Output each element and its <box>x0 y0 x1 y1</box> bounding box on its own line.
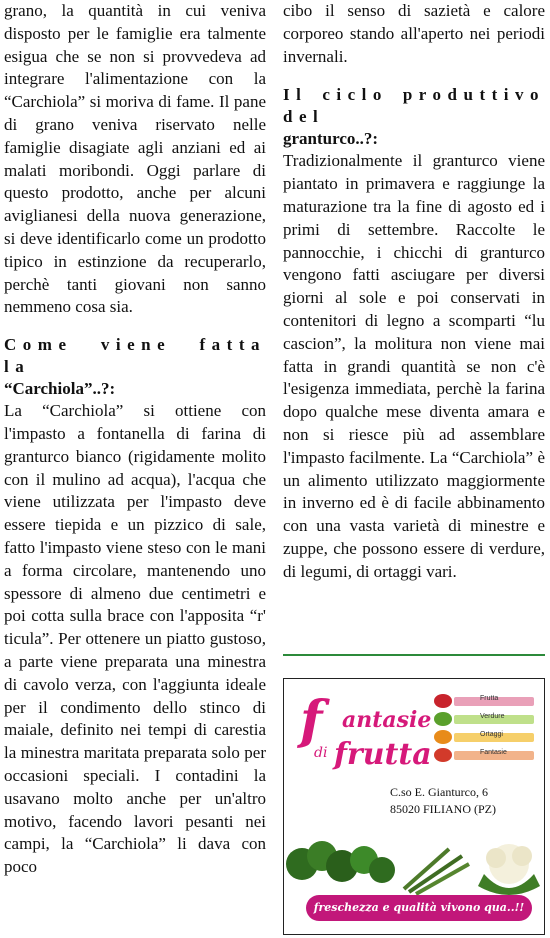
right-column <box>283 0 545 584</box>
category-labels <box>434 693 538 765</box>
slogan-banner: freschezza e qualità vivono qua..!! <box>306 895 532 921</box>
label-fantasie: Fantasie <box>434 747 538 763</box>
left-column <box>4 0 266 879</box>
left-paragraph-2: La “Carchiola” si ottiene con l'impasto a fontanella di farina di granturco bianco (rigidamente molito con il mulino ad acqua), l'acqua che viene utilizzata per l'impasto deve essere tiepida e un pizzico di sale, fatto l'impasto viene steso con le mani a forma circolare, mantenendo uno spessore di almeno due centimetri e poi cotta sulla brace con l'apposita “r' ticula”. Per ottenere un piatto gustoso, a parte viene preparata una minestra di cavolo verza, con l'aggiunta ideale per il condimento dello stinco di maiale, definito nei tempi di carestia la minestra maritata preparata solo per occasioni speciali. I contadini la usavano molto anche per un'altro motivo, facendo lavori pesanti nei campi, la “Carchiola” li dava con poco <box>4 401 266 877</box>
right-heading-line2: granturco..?: <box>283 129 379 149</box>
right-heading-line1: Il ciclo produttivo del <box>283 85 545 127</box>
right-paragraph-2: Tradizionalmente il granturco viene piantato in primavera e raggiunge la maturazione tra la fine di agosto ed i primi di settembre. Raccolte le pannocchie, i chicchi di granturco vengono fatti asciugare per diversi giorni al sole e poi conservati in contenitori di legno a scomparti “lu cascion”, la molitura non viene mai fatta in grandi quantità se non c'è l'esigenza immediata, perchè la farina dopo qualche mese diventa amara e non si riesce più ad assemblare l'impasto facilmente. La “Carchiola” è un alimento utilizzato maggiormente in inverno ed è di facile abbinamento con una vasta varietà di minestre e zuppe, che possono essere di verdure, di legumi, di ortaggi vari. <box>283 151 545 581</box>
left-paragraph-1: grano, la quantità in cui veniva disposto per le famiglie era talmente esigua che se non si provvedeva ad integrare l'alimentazione con la “Carchiola” si moriva di fame. Il pane di grano veniva riservato nelle famiglie disagiate agli anziani ed ai malati moribondi. Oggi parlare di questo prodotto, anche per alcuni aviglianesi della nuova generazione, si deve identificarlo come un prodotto tipico in estinzione da recuperarlo, perchè tanti giovani non sanno nemmeno cosa sia. <box>4 1 266 317</box>
right-paragraph-1: cibo il senso di sazietà e calore corporeo stando all'aperto nei periodi invernali. <box>283 1 545 66</box>
vegetables-illustration <box>284 834 545 899</box>
divider-rule <box>283 654 545 656</box>
pepper-icon <box>434 730 452 744</box>
cauliflower-icon <box>478 844 540 895</box>
address-line-2: 85020 FILIANO (PZ) <box>390 802 496 816</box>
address-line-1: C.so E. Gianturco, 6 <box>390 785 488 799</box>
label-frutta: Frutta <box>434 693 538 709</box>
shop-address <box>390 784 540 818</box>
label-ortaggi: Ortaggi <box>434 729 538 745</box>
label-verdure: Verdure <box>434 711 538 727</box>
asparagus-icon <box>404 849 469 894</box>
tomato-icon <box>434 748 452 762</box>
left-heading-line2: “Carchiola”..?: <box>4 379 116 399</box>
vegetable-icon <box>434 712 452 726</box>
strawberry-icon <box>434 694 452 708</box>
broccoli-icon <box>286 841 395 883</box>
advertisement: f antasie di frutta Frutta Verdure Ortaggi Fantasie C.so E. Gianturco, 6 85020 FILIANO (PZ) freschezza e qualità vivono qua..!! <box>283 678 545 935</box>
right-heading <box>283 84 545 150</box>
left-heading-line1: Come viene fatta la <box>4 335 266 377</box>
left-heading <box>4 334 266 400</box>
